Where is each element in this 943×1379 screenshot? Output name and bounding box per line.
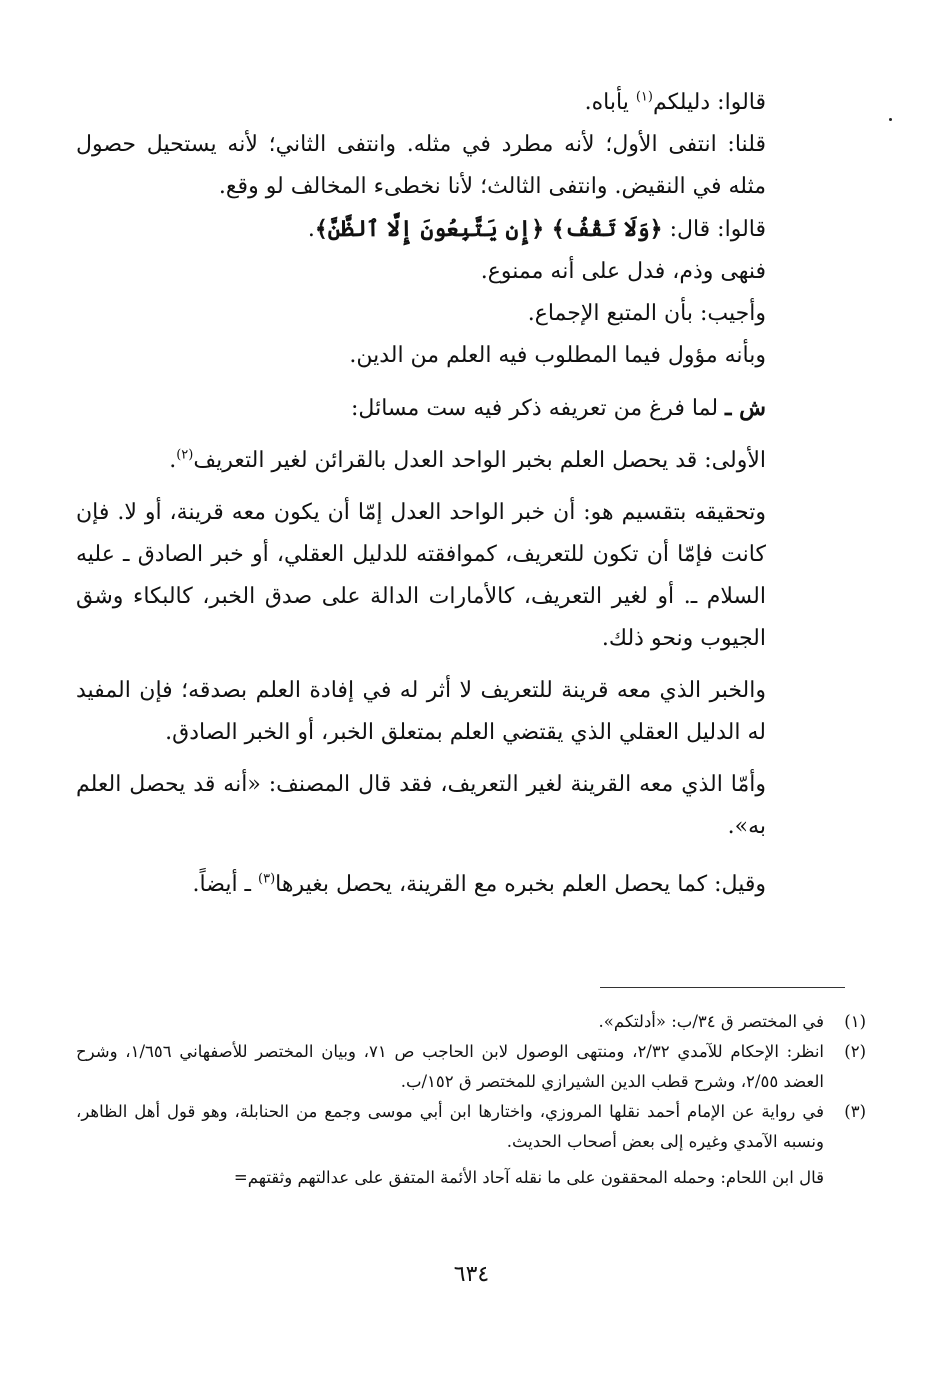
paragraph-1	[76, 82, 766, 124]
footnote-text: انظر: الإحكام للآمدي ٢/٣٢، ومنتهى الوصول لابن الحاجب ص ٧١، وبيان المختصر للأصفهاني ١/٦٥٦، وشرح العضد ٢/٥٥، وشرح قطب الدين الشيرازي للمختصر ق ١٥٢/ب.	[76, 1042, 825, 1091]
text-segment: يأباه.	[584, 90, 636, 115]
paragraph-2	[76, 124, 766, 208]
footnote-marker: (٣)	[258, 871, 276, 887]
paragraph-4	[76, 251, 766, 293]
text-segment: وأجيب: بأن المتبع الإجماع.	[527, 301, 766, 326]
paragraph-12	[76, 864, 766, 906]
paragraph-10	[76, 670, 766, 754]
footnote-marker: (٢)	[176, 447, 194, 463]
paragraph-8	[76, 440, 766, 482]
paragraph-3	[76, 208, 766, 251]
main-text	[76, 82, 804, 906]
text-segment: .	[307, 217, 315, 242]
footnote-3	[76, 1097, 866, 1157]
paragraph-7	[76, 387, 766, 430]
quran-quote: ﴿وَلَا تَقْفُ﴾ ﴿إِن يَتَّبِعُونَ إِلَّا ٱلظَّنَّ﴾	[314, 216, 663, 242]
text-segment: الأولى: قد يحصل العلم بخبر الواحد العدل بالقرائن لغير التعريف	[193, 448, 766, 473]
footnote-number: (٢)	[844, 1042, 866, 1061]
footnote-marker: (١)	[635, 89, 653, 105]
stray-mark	[889, 118, 892, 121]
footnote-number: (١)	[844, 1012, 866, 1031]
footnote-1	[76, 1007, 866, 1037]
footnote-text: في رواية عن الإمام أحمد نقلها المروزي، واختارها ابن أبي موسى وجمع من الحنابلة، وهو قول أهل الظاهر، ونسبه الآمدي وغيره إلى بعض أصحاب الحديث.	[76, 1102, 824, 1151]
text-segment: وقيل: كما يحصل العلم بخبره مع القرينة، يحصل بغيرها	[275, 872, 766, 897]
text-segment: فنهى وذم، فدل على أنه ممنوع.	[480, 259, 766, 284]
footnote-number: (٣)	[844, 1102, 866, 1121]
text-segment: .	[169, 448, 177, 473]
text-segment: وتحقيقه بتقسيم هو: أن خبر الواحد العدل إمّا أن يكون معه قرينة، أو لا. فإن كانت فإمّا أن تكون للتعريف، كموافقته للدليل العقلي، أو خبر الصادق ـ عليه السلام ـ. أو لغير التعريف، كالأمارات الدالة على صدق الخبر، كالبكاء وشق الجيوب ونحو ذلك.	[76, 500, 766, 651]
footnote-continuation: قال ابن اللحام: وحمله المحققون على ما نقله آحاد الأئمة المتفق على عدالتهم وثقتهم=	[233, 1168, 824, 1187]
text-segment: وبأنه مؤول فيما المطلوب فيه العلم من الدين.	[349, 343, 766, 368]
footnotes	[76, 1007, 866, 1193]
paragraph-5	[76, 293, 766, 335]
text-segment: ـ أيضاً.	[192, 872, 258, 897]
paragraph-11	[76, 764, 766, 848]
footnote-2	[76, 1037, 866, 1097]
text-segment: وأمّا الذي معه القرينة لغير التعريف، فقد قال المصنف: «أنه قد يحصل العلم به».	[76, 772, 766, 839]
text-segment: لما فرغ من تعريفه ذكر فيه ست مسائل:	[351, 396, 726, 421]
text-segment: والخبر الذي معه قرينة للتعريف لا أثر له في إفادة العلم بصدقه؛ فإن المفيد له الدليل العقلي الذي يقتضي العلم بمتعلق الخبر، أو الخبر الصادق.	[76, 678, 766, 745]
footnote-separator	[600, 987, 845, 988]
paragraph-9	[76, 492, 766, 660]
footnote-text: في المختصر ق ٣٤/ب: «أدلتكم».	[598, 1012, 824, 1031]
text-segment: قالوا: قال:	[662, 217, 766, 242]
paragraph-6	[76, 335, 766, 377]
text-segment: قلنا: انتفى الأول؛ لأنه مطرد في مثله. وانتفى الثاني؛ لأنه يستحيل حصول مثله في النقيض. وانتفى الثالث؛ لأنا نخطىء المخالف لو وقع.	[76, 132, 766, 199]
text-segment: قالوا: دليلكم	[652, 90, 766, 115]
text-segment: ش ـ	[725, 395, 766, 421]
page-number: ٦٣٤	[453, 1262, 490, 1287]
